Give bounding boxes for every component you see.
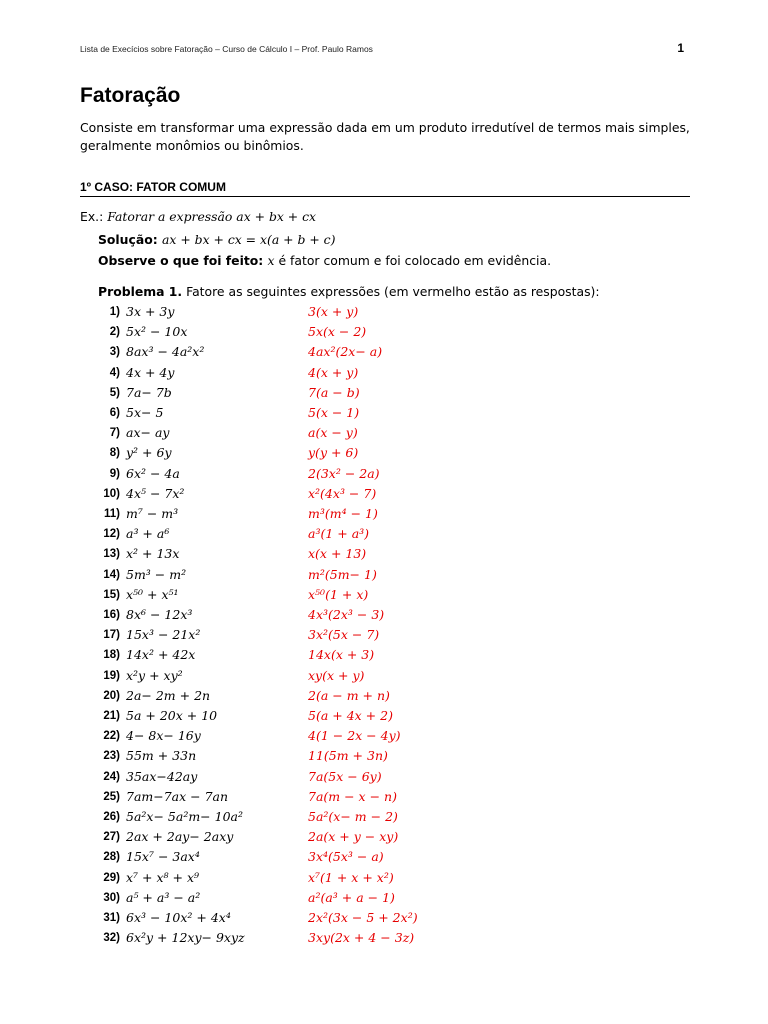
observe-line (98, 253, 551, 268)
problem-expression: 4x⁵ − 7x² (126, 485, 185, 501)
problem-expression: 8x⁶ − 12x³ (126, 607, 193, 622)
problem-answer: 5(a + 4x + 2) (308, 708, 393, 723)
problem-number: 19) (103, 669, 120, 682)
intro-paragraph: Consiste em transformar uma expressão dada em um produto irredutível de termos mais simples, geralmente monômios ou binômios. (80, 120, 690, 153)
problem-label: Problema 1. (98, 284, 183, 299)
header-title: Lista de Execícios sobre Fatoração – Curso de Cálculo I – Prof. Paulo Ramos (80, 44, 373, 54)
problem-row (0, 343, 768, 363)
problem-answer: 2(a − m + n) (308, 687, 390, 703)
problem-row (0, 929, 768, 949)
problem-number: 22) (103, 730, 120, 743)
problem-heading (98, 284, 600, 299)
problem-answer: 3x⁴(5x³ − a) (308, 849, 384, 865)
problem-expression: 15x⁷ − 3ax⁴ (126, 849, 200, 865)
page-number: 1 (677, 41, 684, 55)
problem-row (0, 909, 768, 929)
problem-number: 24) (103, 770, 120, 783)
problem-expression: 5a²x− 5a²m− 10a² (126, 809, 243, 824)
problem-expression: x⁵⁰ + x⁵¹ (126, 586, 179, 602)
problem-number: 6) (109, 407, 120, 419)
problem-row (0, 828, 768, 848)
problem-expression: 5m³ − m² (126, 566, 187, 582)
problem-answer: a³(1 + a³) (308, 526, 370, 542)
problem-number: 23) (103, 750, 120, 763)
problem-row (0, 525, 768, 545)
problem-expression: 2a− 2m + 2n (126, 687, 211, 703)
problem-answer: x⁵⁰(1 + x) (308, 586, 369, 602)
problem-row (0, 869, 768, 889)
problem-answer: 11(5m + 3n) (308, 748, 388, 764)
problem-answer: xy(x + y) (308, 667, 365, 683)
problem-row (0, 364, 768, 384)
problem-number: 5) (109, 386, 120, 399)
problem-number: 21) (103, 710, 120, 722)
problem-row (0, 384, 768, 404)
problem-number: 4) (109, 366, 120, 379)
problem-row (0, 424, 768, 444)
problem-number: 7) (109, 427, 120, 440)
problem-expression: 55m + 33n (126, 748, 197, 764)
problem-number: 15) (103, 588, 120, 601)
problem-row (0, 323, 768, 343)
problem-number: 31) (103, 912, 120, 924)
problem-number: 32) (103, 932, 120, 945)
problem-expression: y² + 6y (126, 445, 172, 461)
problem-number: 26) (103, 811, 120, 823)
problem-row (0, 566, 768, 586)
problem-expression: 4x + 4y (126, 364, 175, 380)
section-header (80, 178, 690, 197)
page-title: Fatoração (80, 84, 181, 107)
problem-expression: 3x + 3y (126, 304, 175, 319)
problem-expression: x²y + xy² (126, 667, 183, 683)
problem-text: Fatore as seguintes expressões (em vermelho estão as respostas): (182, 284, 600, 299)
problem-row (0, 727, 768, 747)
problem-number: 11) (104, 508, 120, 520)
problem-expression: m⁷ − m³ (126, 506, 179, 521)
problem-expression: 15x³ − 21x² (126, 627, 201, 643)
problem-answer: 5x(x − 2) (308, 324, 367, 340)
problem-answer: 4x³(2x³ − 3) (308, 607, 385, 622)
problem-row (0, 303, 768, 323)
problem-expression: 8ax³ − 4a²x² (126, 344, 205, 360)
problem-answer: 5a²(x− m − 2) (308, 809, 398, 824)
problem-expression: 5x− 5 (126, 405, 164, 420)
problem-number: 8) (109, 447, 120, 460)
example-text: Fatorar a expressão ax + bx + cx (107, 209, 317, 224)
problem-answer: a²(a³ + a − 1) (308, 889, 395, 905)
problem-answer: 7(a − b) (308, 384, 360, 400)
problem-expression: 5a + 20x + 10 (126, 708, 218, 723)
problem-answer: 7a(5x − 6y) (308, 768, 382, 784)
example-prefix: Ex.: (80, 209, 108, 224)
solution-line (98, 232, 335, 247)
problem-expression: 4− 8x− 16y (126, 728, 201, 744)
problem-expression: a⁵ + a³ − a² (126, 889, 201, 905)
observe-label: Observe o que foi feito: (98, 253, 268, 268)
problem-answer: 2x²(3x − 5 + 2x²) (308, 910, 418, 925)
problem-answer: 7a(m − x − n) (308, 788, 397, 804)
problem-number: 16) (103, 609, 120, 621)
problem-answer: a(x − y) (308, 425, 358, 441)
problem-row (0, 586, 768, 606)
problem-number: 1) (109, 306, 120, 318)
problem-row (0, 848, 768, 868)
problem-answer: 4(x + y) (308, 364, 359, 380)
problem-answer: x(x + 13) (308, 546, 367, 562)
problem-number: 9) (109, 467, 120, 480)
problem-expression: 7a− 7b (126, 384, 172, 400)
problem-expression: 2ax + 2ay− 2axy (126, 829, 234, 845)
problem-expression: 5x² − 10x (126, 324, 188, 340)
problem-answer: x⁷(1 + x + x²) (308, 869, 394, 885)
problem-row (0, 768, 768, 788)
example-line (80, 209, 316, 224)
problem-row (0, 606, 768, 626)
problem-expression: 7am−7ax − 7an (126, 788, 229, 804)
problem-expression: x⁷ + x⁸ + x⁹ (126, 869, 200, 885)
problem-number: 12) (103, 528, 120, 541)
problem-number: 27) (103, 831, 120, 844)
problem-row (0, 626, 768, 646)
problem-number: 18) (103, 649, 120, 662)
problem-number: 3) (109, 346, 120, 359)
problem-answer: x²(4x³ − 7) (308, 485, 377, 501)
problem-row (0, 707, 768, 727)
problem-row (0, 788, 768, 808)
problem-row (0, 889, 768, 909)
problem-expression: 6x²y + 12xy− 9xyz (126, 930, 245, 946)
problem-answer: 2(3x² − 2a) (308, 465, 380, 481)
problem-answer: 3x²(5x − 7) (308, 627, 380, 643)
problem-row (0, 808, 768, 828)
problem-expression: x² + 13x (126, 546, 180, 562)
section-title: 1º CASO: FATOR COMUM (80, 180, 226, 194)
observe-text: é fator comum e foi colocado em evidência. (274, 253, 552, 268)
problem-row (0, 687, 768, 707)
problem-number: 30) (103, 891, 120, 904)
observe-var: x (267, 253, 275, 268)
problem-number: 28) (103, 851, 120, 864)
problem-row (0, 545, 768, 565)
problem-row (0, 747, 768, 767)
problem-answer: m²(5m− 1) (308, 566, 377, 582)
problem-expression: 6x³ − 10x² + 4x⁴ (126, 910, 231, 925)
problem-row (0, 485, 768, 505)
problem-number: 17) (103, 629, 120, 642)
problem-answer: m³(m⁴ − 1) (308, 506, 378, 521)
problem-row (0, 667, 768, 687)
problem-answer: 4(1 − 2x − 4y) (308, 728, 401, 744)
problem-answer: 3(x + y) (308, 304, 359, 319)
problem-expression: 14x² + 42x (126, 647, 196, 663)
problem-row (0, 444, 768, 464)
problem-row (0, 465, 768, 485)
problem-answer: 14x(x + 3) (308, 647, 375, 663)
problem-expression: 6x² − 4a (126, 465, 180, 481)
problem-answer: 5(x − 1) (308, 405, 360, 420)
problem-number: 13) (103, 548, 120, 561)
problem-answer: y(y + 6) (308, 445, 359, 461)
solution-label: Solução: (98, 232, 162, 247)
problem-expression: a³ + a⁶ (126, 526, 170, 542)
problem-number: 29) (103, 871, 120, 884)
problem-number: 20) (103, 689, 120, 702)
problem-answer: 2a(x + y − xy) (308, 829, 399, 845)
problem-number: 10) (103, 487, 120, 500)
problem-row (0, 646, 768, 666)
problem-number: 14) (103, 568, 120, 581)
problem-expression: ax− ay (126, 425, 170, 441)
problem-expression: 35ax−42ay (126, 768, 198, 784)
problem-answer: 4ax²(2x− a) (308, 344, 383, 360)
problem-number: 25) (103, 790, 120, 803)
page-header (80, 41, 684, 58)
problem-number: 2) (109, 326, 120, 339)
problem-row (0, 505, 768, 525)
problem-answer: 3xy(2x + 4 − 3z) (308, 930, 415, 946)
problem-row (0, 404, 768, 424)
solution-text: ax + bx + cx = x(a + b + c) (162, 232, 336, 247)
